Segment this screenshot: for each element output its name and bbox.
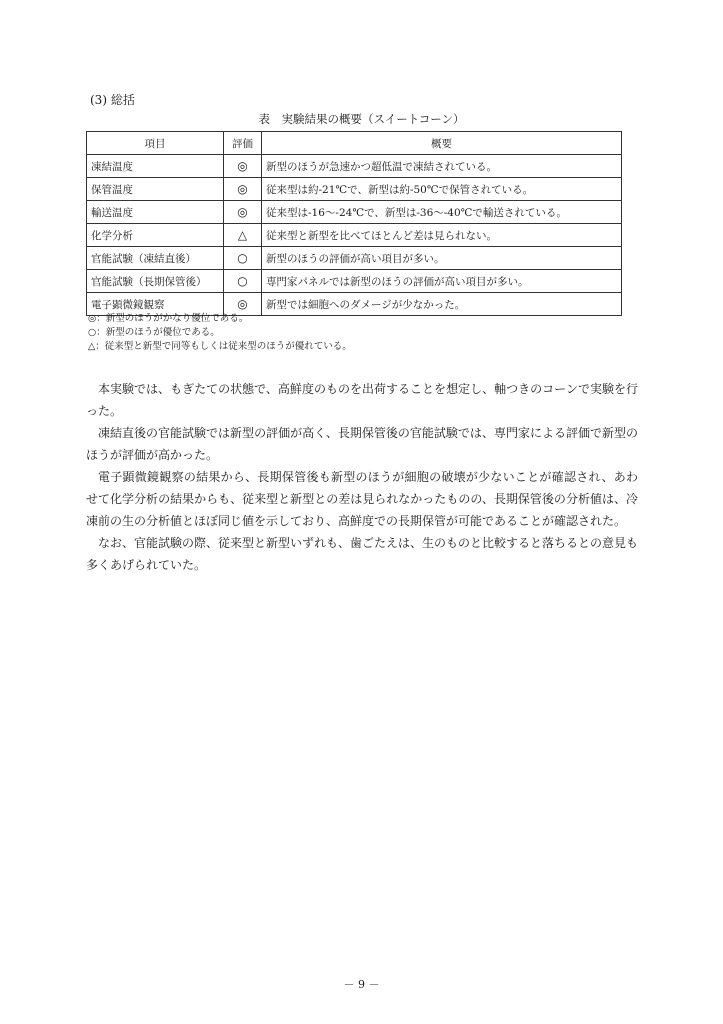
body-paragraph: 凍結直後の官能試験では新型の評価が高く、長期保管後の官能試験では、専門家による評価で新型のほうが評価が高かった。 — [86, 426, 638, 462]
legend-line: ◎：新型のほうがかなり優位である。 — [88, 313, 249, 324]
cell-item: 輸送温度 — [87, 201, 224, 224]
header-item: 項目 — [87, 132, 224, 155]
table-row — [87, 270, 622, 293]
cell-item: 凍結温度 — [87, 155, 224, 178]
cell-eval: ○ — [224, 270, 262, 293]
table-row — [87, 178, 622, 201]
cell-summary: 新型のほうが急速かつ超低温で凍結されている。 — [262, 155, 622, 178]
cell-summary: 従来型と新型を比べてほとんど差は見られない。 — [262, 224, 622, 247]
table-row — [87, 201, 622, 224]
cell-eval: ○ — [224, 247, 262, 270]
table-row — [87, 155, 622, 178]
body-paragraph: なお、官能試験の際、従来型と新型いずれも、歯ごたえは、生のものと比較すると落ちるとの意見も多くあげられていた。 — [86, 536, 639, 572]
cell-eval: △ — [224, 224, 262, 247]
body-paragraph: 本実験では、もぎたての状態で、高鮮度のものを出荷することを想定し、軸つきのコーンで実験を行った。 — [86, 382, 638, 418]
cell-summary: 新型では細胞へのダメージが少なかった。 — [262, 293, 622, 316]
body-paragraph: 電子顕微鏡観察の結果から、長期保管後も新型のほうが細胞の破壊が少ないことが確認され、あわせて化学分析の結果からも、従来型と新型との差は見られなかったものの、長期保管後の分析値は、冷凍前の生の分析値とほぼ同じ値を示しており、高鮮度での長期保管が可能であることが確認された。 — [86, 470, 638, 528]
cell-eval: ◎ — [224, 178, 262, 201]
header-eval: 評価 — [224, 132, 262, 155]
legend-line: △：従来型と新型で同等もしくは従来型のほうが優れている。 — [88, 341, 352, 352]
cell-summary: 従来型は-16～-24℃で、新型は-36～-40℃で輸送されている。 — [262, 201, 622, 224]
table-legend — [88, 312, 352, 354]
cell-summary: 従来型は約-21℃で、新型は約-50℃で保管されている。 — [262, 178, 622, 201]
cell-eval: ◎ — [224, 293, 262, 316]
legend-line: ○：新型のほうが優位である。 — [88, 327, 220, 338]
section-heading: (3) 総括 — [90, 93, 135, 107]
results-table — [86, 131, 622, 316]
cell-item: 化学分析 — [87, 224, 224, 247]
cell-item: 官能試験（長期保管後） — [87, 270, 224, 293]
cell-eval: ◎ — [224, 201, 262, 224]
cell-item: 保管温度 — [87, 178, 224, 201]
table-row — [87, 247, 622, 270]
cell-summary: 専門家パネルでは新型のほうの評価が高い項目が多い。 — [262, 270, 622, 293]
cell-item: 官能試験（凍結直後） — [87, 247, 224, 270]
cell-item: 電子顕微鏡観察 — [87, 293, 224, 316]
cell-summary: 新型のほうの評価が高い項目が多い。 — [262, 247, 622, 270]
header-summary: 概要 — [262, 132, 622, 155]
cell-eval: ◎ — [224, 155, 262, 178]
table-caption: 表 実験結果の概要（スイートコーン） — [258, 112, 465, 126]
table-header-row — [87, 132, 622, 155]
page-number: － 9 － — [343, 978, 380, 991]
summary-body — [86, 378, 638, 576]
table-row — [87, 224, 622, 247]
